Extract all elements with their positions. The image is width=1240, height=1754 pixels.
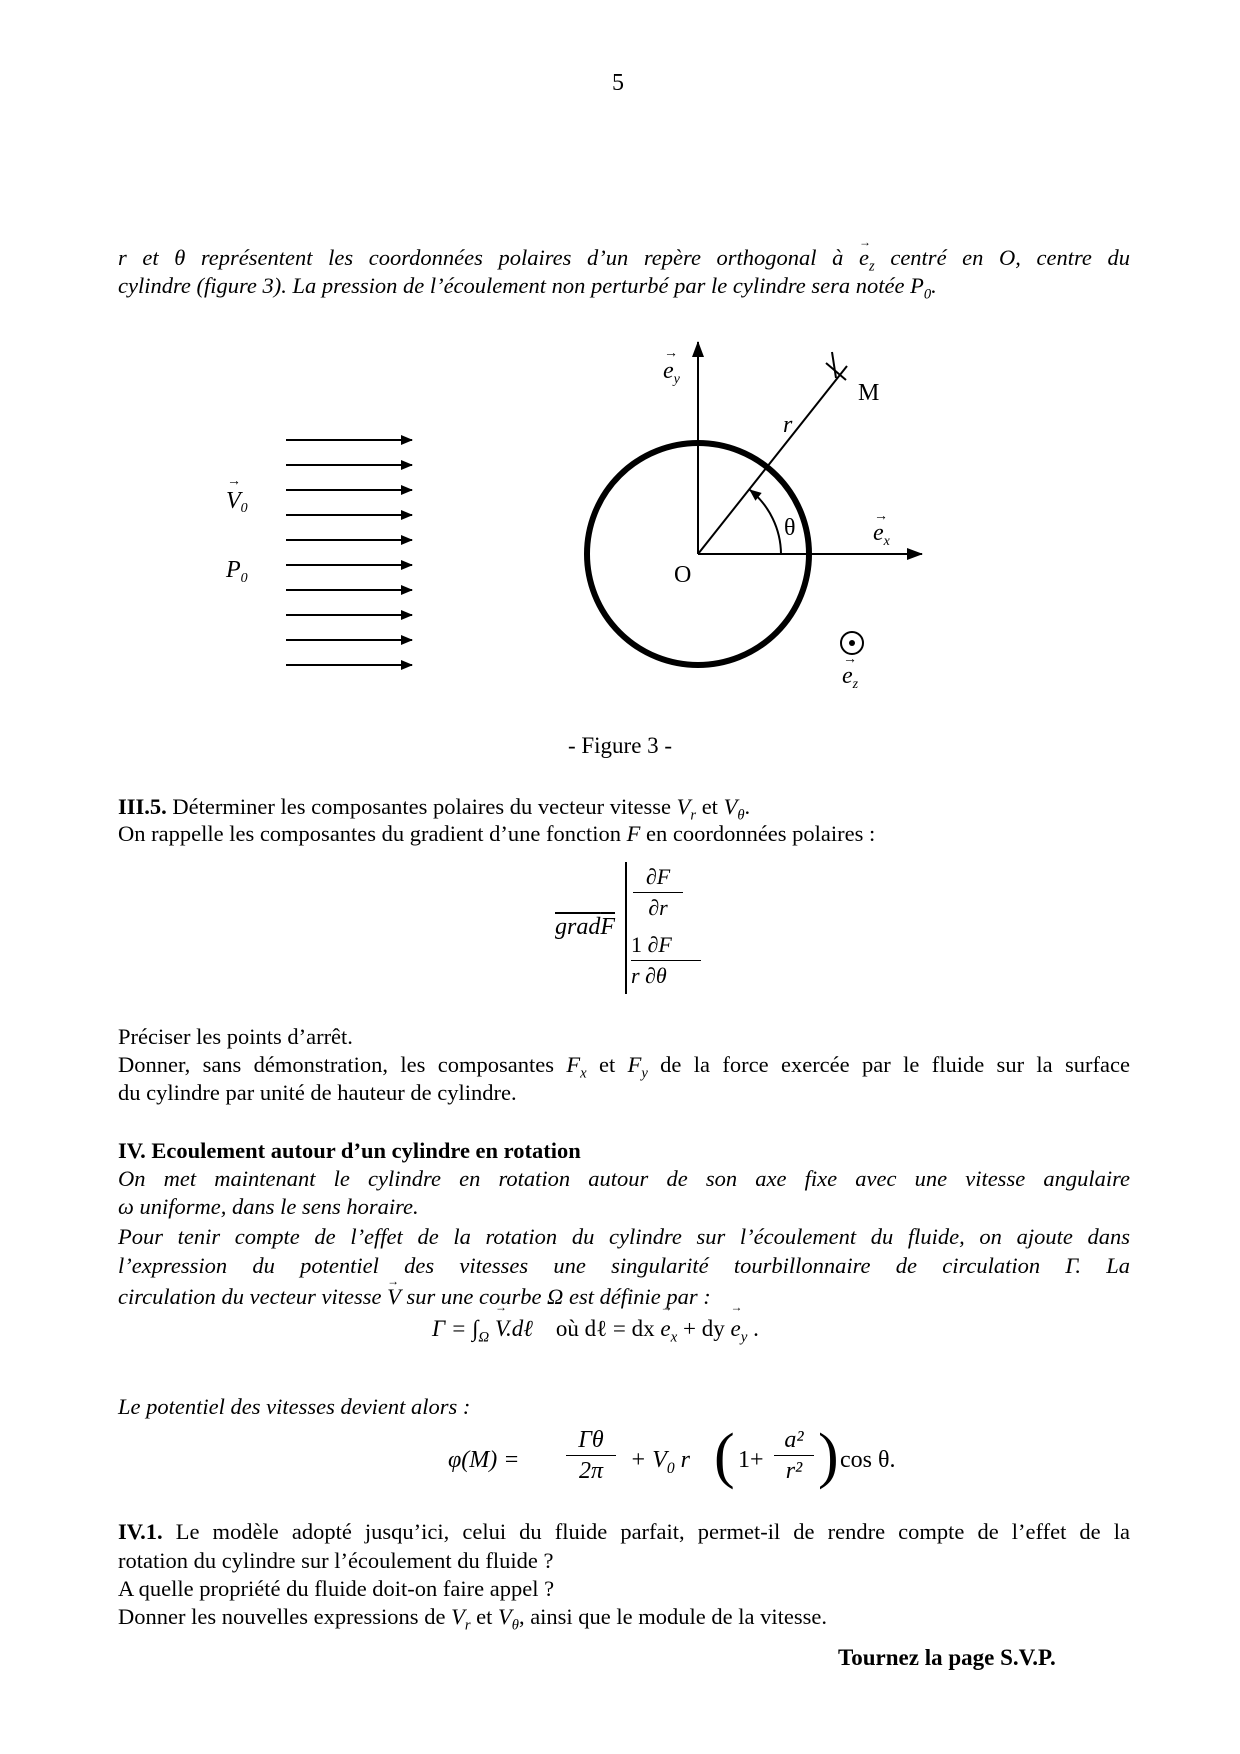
grad-label: $grad\overline{F}$ [555,914,616,940]
point-m-mark2 [832,352,836,378]
sec4-p1: On met maintenant le cylindre en rotation autour de son axe fixe avec une vitesse angulaire [118,1166,1130,1191]
grad-comp-1: ∂F ∂r [633,862,683,923]
figure-3 [0,330,1240,710]
grad-bar [625,862,627,994]
q35-force-2: du cylindre par unité de hauteur de cylindre. [118,1080,517,1105]
ey-arrow: → [664,346,678,361]
ex-arrow: → [874,509,888,524]
ex-label: $e_x$ [873,520,890,549]
m-label: M [858,380,880,406]
ez-dot [849,640,855,646]
figure-caption: - Figure 3 - [567,733,673,758]
sec4-p5: circulation du vecteur vitesse → V sur une courbe Ω est définie par : [118,1283,1130,1311]
q35-force-1: Donner, sans démonstration, les composantes $F_x$ et $F_y$ de la force exercée par le fluide sur la surface [118,1052,1130,1082]
ez-label: $e_z$ [842,663,859,692]
page-number: 5 [612,70,624,96]
q41-line-2: rotation du cylindre sur l’écoulement du fluide ? [118,1548,554,1573]
sec4-p2: ω uniforme, dans le sens horaire. [118,1194,419,1219]
intro-line-1: r et θ représentent les coordonnées polaires d’un repère orthogonal à → $e_z$ centré en O, centre du [118,244,1130,281]
section-4-title: IV. Ecoulement autour d’un cylindre en rotation [118,1138,581,1163]
sec4-p4: l’expression du potentiel des vitesses une singularité tourbillonnaire de circulation Γ. La [118,1253,1130,1278]
theta-arc [750,490,781,554]
circulation-equation: $\Gamma = \int_\Omega$ → V.dℓ où dℓ = dx → $e_x$ + dy → $e_y$ . [432,1316,759,1347]
q35-line-2: On rappelle les composantes du gradient d’une fonction F en coordonnées polaires : [118,821,876,846]
flow-arrows [286,440,412,665]
intro-line-2: cylindre (figure 3). La pression de l’écoulement non perturbé par le cylindre sera notée $P_0$. [118,273,937,303]
footer-turn-page: Tournez la page S.V.P. [838,1645,1056,1670]
grad-comp-2: 1 ∂F r ∂θ [631,930,701,991]
potential-intro: Le potentiel des vitesses devient alors : [118,1394,471,1419]
p0-label: $P_0$ [226,557,248,586]
q41-line-1: IV.1. Le modèle adopté jusqu’ici, celui du fluide parfait, permet-il de rendre compte de l’effet de la [118,1519,1130,1544]
v0-label: V0 [226,488,248,516]
sec4-p3: Pour tenir compte de l’effet de la rotation du cylindre sur l’écoulement du fluide, on ajoute dans [118,1224,1130,1249]
ez-arrow: → [843,652,857,667]
gradient-formula [555,862,755,997]
v0-arrow: → [227,474,241,489]
q41-line-4: Donner les nouvelles expressions de $V_r$ et $V_\theta$, ainsi que le module de la vitesse. [118,1604,827,1634]
origin-label: O [674,562,692,588]
q35-stagnation: Préciser les points d’arrêt. [118,1024,353,1049]
q35-line-1: III.5. Déterminer les composantes polaires du vecteur vitesse $V_r$ et $V_\theta$. [118,794,751,824]
radius-line [698,366,847,554]
theta-label: θ [784,515,796,541]
ey-label: $e_y$ [663,358,680,387]
potential-equation: φ(M) = Γθ 2π + $V_0$ r ( 1+ a² r² ) cos θ. [448,1422,896,1490]
r-label: r [783,412,793,438]
q41-line-3: A quelle propriété du fluide doit-on faire appel ? [118,1576,555,1601]
